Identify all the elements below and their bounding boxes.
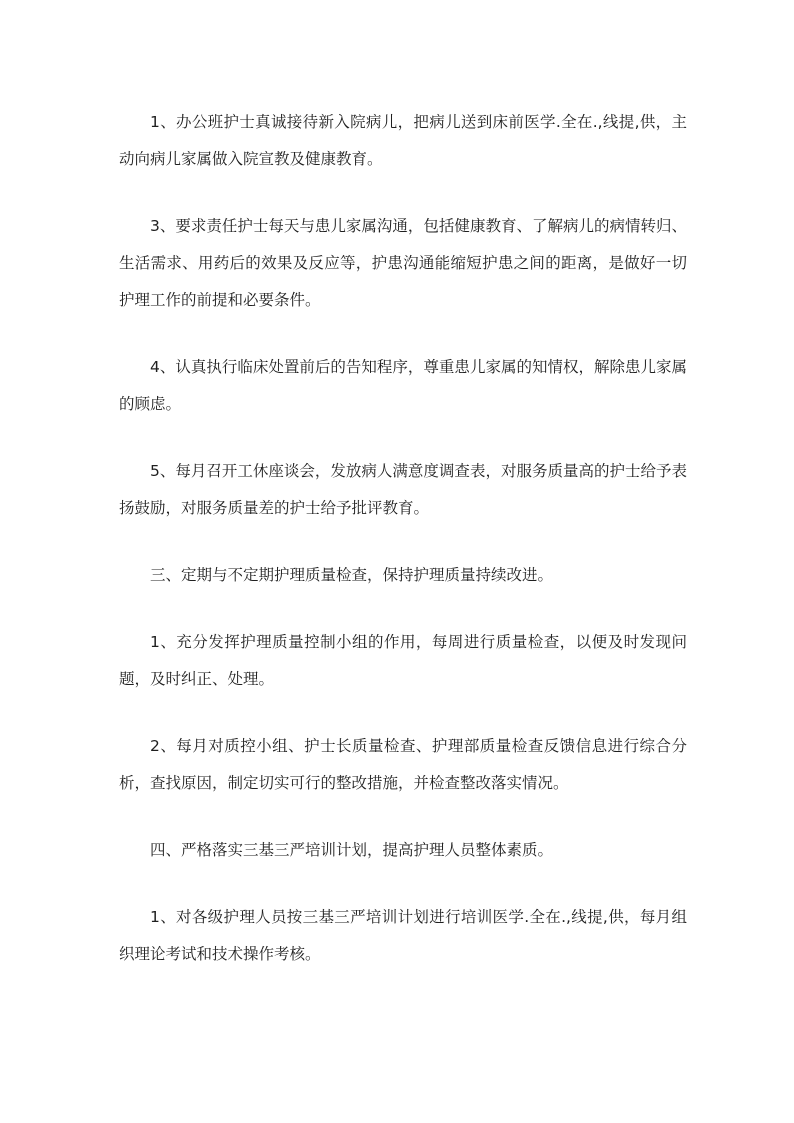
- paragraph-1: 1、办公班护士真诚接待新入院病儿，把病儿送到床前医学.全在.,线提,供，主动向病儿家属做入院宣教及健康教育。: [119, 113, 687, 168]
- paragraph-4: 5、每月召开工休座谈会，发放病人满意度调查表，对服务质量高的护士给予表扬鼓励，对服务质量差的护士给予批评教育。: [119, 462, 687, 517]
- paragraph-7: 1、对各级护理人员按三基三严培训计划进行培训医学.全在.,线提,供，每月组织理论考试和技术操作考核。: [119, 908, 687, 963]
- section-heading-4: 四、严格落实三基三严培训计划，提高护理人员整体素质。: [150, 841, 554, 859]
- document-body: [119, 104, 687, 973]
- paragraph-5: 1、充分发挥护理质量控制小组的作用，每周进行质量检查，以便及时发现问题，及时纠正、处理。: [119, 633, 687, 688]
- paragraph-2: 3、要求责任护士每天与患儿家属沟通，包括健康教育、了解病儿的病情转归、生活需求、用药后的效果及反应等，护患沟通能缩短护患之间的距离，是做好一切护理工作的前提和必要条件。: [119, 217, 687, 309]
- paragraph-6: 2、每月对质控小组、护士长质量检查、护理部质量检查反馈信息进行综合分析，查找原因，制定切实可行的整改措施，并检查整改落实情况。: [119, 737, 687, 792]
- section-heading-3: 三、定期与不定期护理质量检查，保持护理质量持续改进。: [150, 566, 554, 584]
- paragraph-3: 4、认真执行临床处置前后的告知程序，尊重患儿家属的知情权，解除患儿家属的顾虑。: [119, 358, 687, 413]
